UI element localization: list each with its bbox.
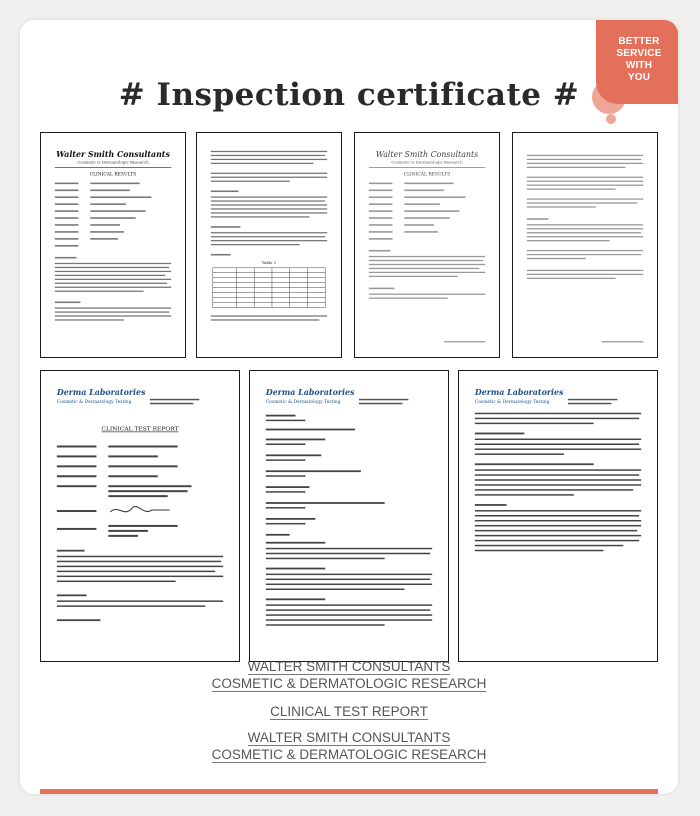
caption-block-2	[20, 703, 678, 720]
footer-accent-bar	[40, 789, 658, 794]
caption-block-1	[20, 658, 678, 692]
document-page-6[interactable]	[249, 370, 449, 662]
document-page-5[interactable]	[40, 370, 240, 662]
doc-subtitle: Cosmetic & Dermatology Testing	[474, 399, 550, 405]
caption-company[interactable]: WALTER SMITH CONSULTANTS	[247, 659, 451, 674]
document-page-2[interactable]	[196, 132, 342, 358]
doc-heading: CLINICAL RESULTS	[403, 172, 451, 178]
badge-line-4: YOU	[627, 72, 651, 83]
doc-subtitle: Cosmetic & Dermatology Testing	[265, 399, 341, 405]
doc-heading: CLINICAL TEST REPORT	[101, 425, 179, 433]
certificate-card	[20, 20, 678, 794]
caption-report[interactable]: CLINICAL TEST REPORT	[270, 704, 428, 719]
badge-line-1: BETTER	[618, 36, 660, 47]
document-page-7[interactable]	[458, 370, 658, 662]
caption-department[interactable]: COSMETIC & DERMATOLOGIC RESEARCH	[211, 676, 487, 691]
doc-subtitle: Cosmetic & Dermatology Testing	[56, 399, 132, 405]
doc-company: Derma Laboratories	[265, 387, 355, 397]
doc-company: Derma Laboratories	[474, 387, 564, 397]
page-title: # Inspection certificate #	[118, 77, 580, 113]
badge-line-3: WITH	[625, 60, 653, 71]
doc-company: Derma Laboratories	[56, 387, 146, 397]
caption-block-3	[20, 729, 678, 763]
caption-company-2[interactable]: WALTER SMITH CONSULTANTS	[247, 730, 451, 745]
document-page-1[interactable]	[40, 132, 186, 358]
doc-subtitle: Cosmetic & Dermatologic Research	[77, 159, 149, 165]
caption-department-2[interactable]: COSMETIC & DERMATOLOGIC RESEARCH	[211, 747, 487, 762]
document-page-4[interactable]	[512, 132, 658, 358]
doc-heading: CLINICAL RESULTS	[89, 172, 137, 178]
document-page-3[interactable]	[354, 132, 500, 358]
badge-line-2: SERVICE	[616, 48, 662, 59]
decor-dot-small	[606, 114, 616, 124]
doc-table-heading: Table 1	[261, 259, 277, 265]
doc-company: Walter Smith Consultants	[56, 149, 170, 159]
doc-company: Walter Smith Consultants	[375, 149, 479, 159]
doc-subtitle: Cosmetic & Dermatologic Research	[391, 159, 463, 165]
